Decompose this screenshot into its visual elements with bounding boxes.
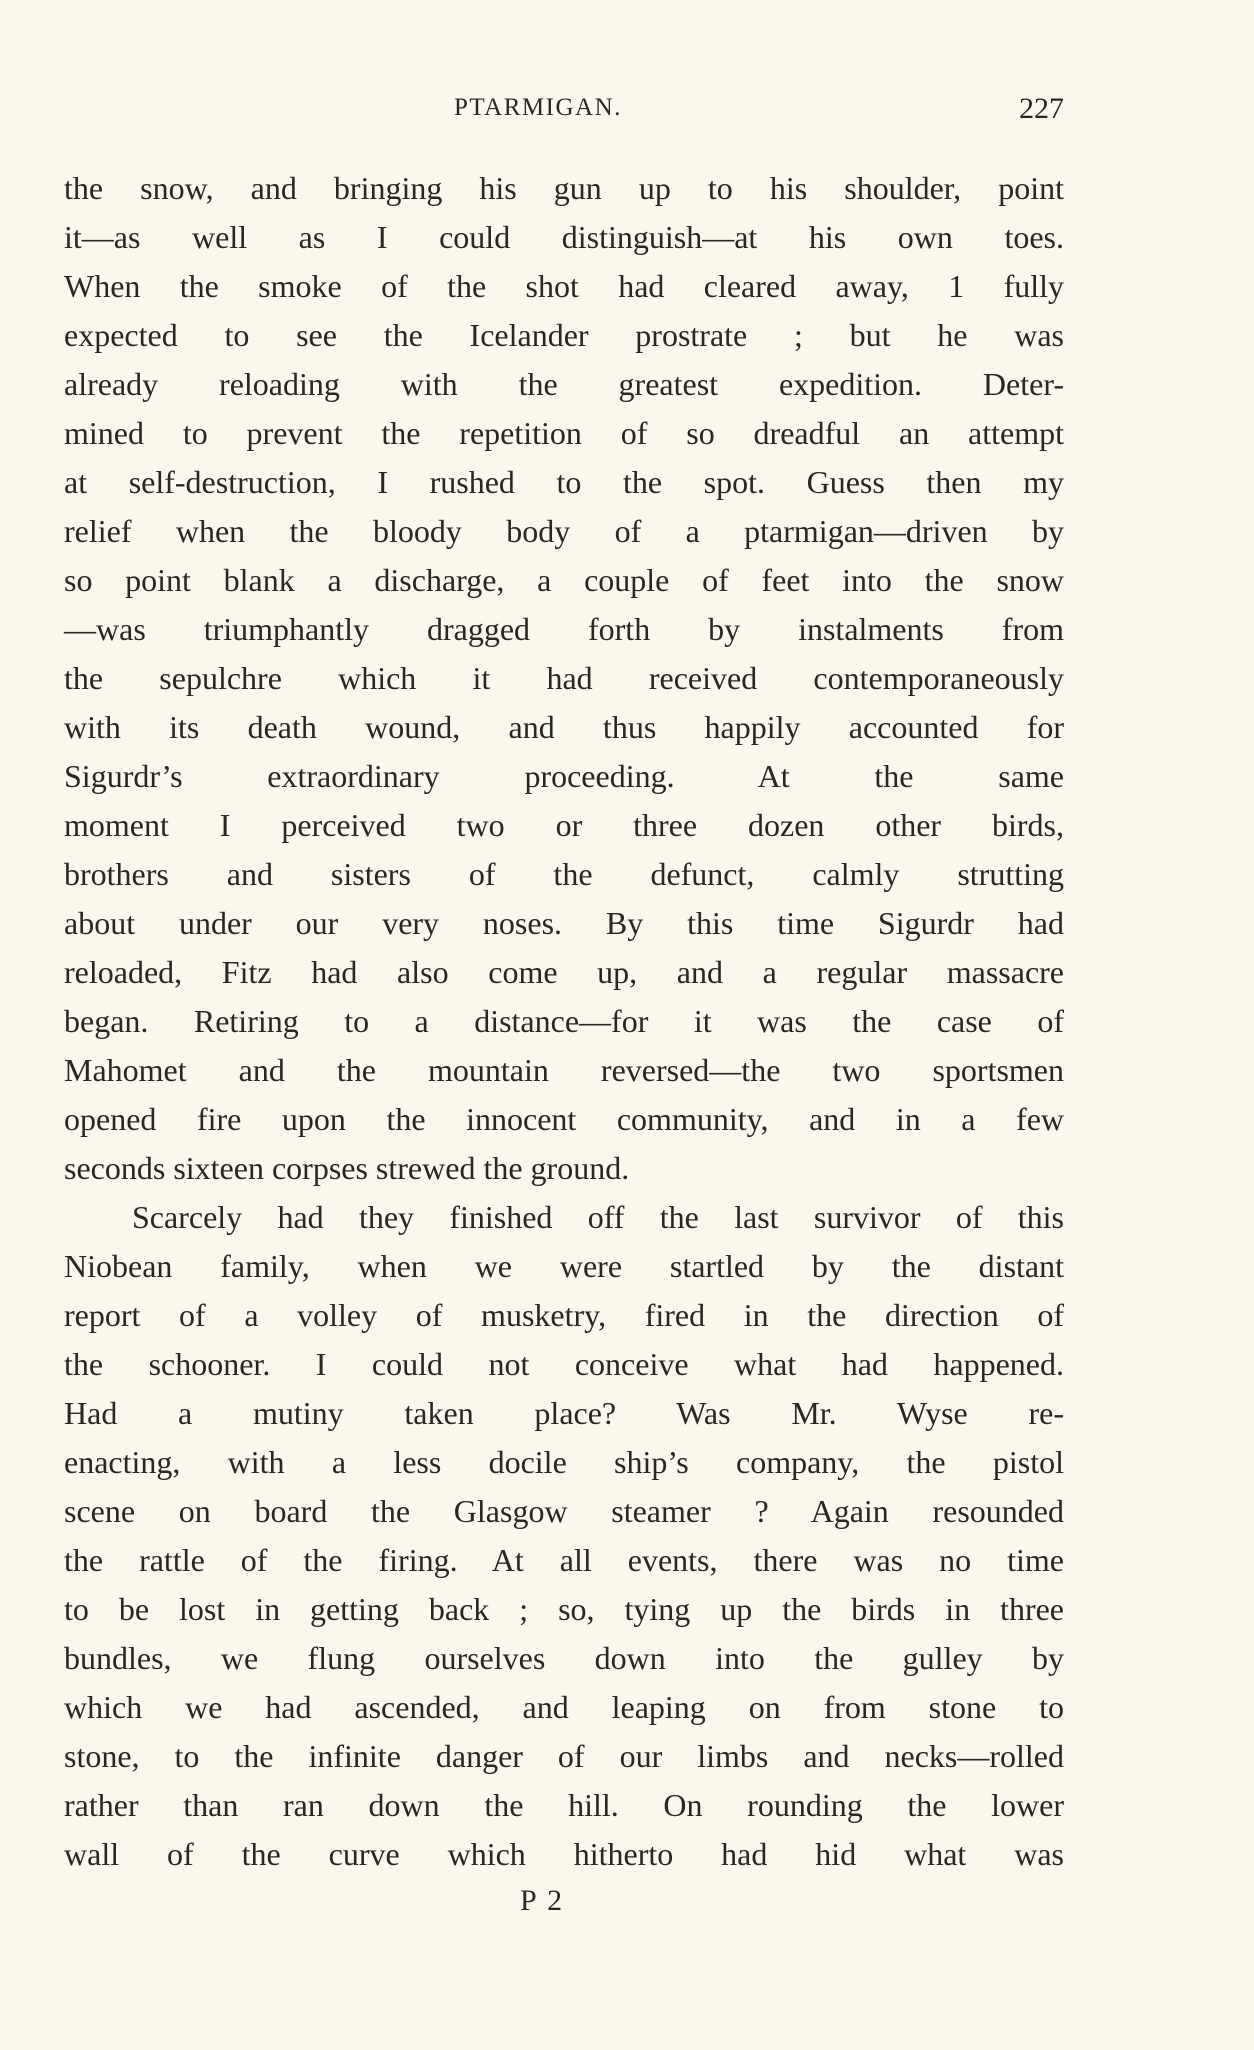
text-line: —was triumphantly dragged forth by instalments from xyxy=(64,611,1064,647)
text-line: at self-destruction, I rushed to the spot. Guess then my xyxy=(64,464,1064,500)
text-line: the sepulchre which it had received contemporaneously xyxy=(64,660,1064,696)
running-head xyxy=(64,92,1064,132)
text-line: the schooner. I could not conceive what had happened. xyxy=(64,1346,1064,1382)
text-line: mined to prevent the repetition of so dreadful an attempt xyxy=(64,415,1064,451)
text-line: began. Retiring to a distance—for it was the case of xyxy=(64,1003,1064,1039)
text-line: already reloading with the greatest expedition. Deter- xyxy=(64,366,1064,402)
text-line: about under our very noses. By this time Sigurdr had xyxy=(64,905,1064,941)
text-line: Had a mutiny taken place? Was Mr. Wyse re- xyxy=(64,1395,1064,1431)
text-line: the snow, and bringing his gun up to his shoulder, point xyxy=(64,170,1064,206)
text-line: to be lost in getting back ; so, tying up the birds in three xyxy=(64,1591,1064,1627)
text-line: relief when the bloody body of a ptarmigan—driven by xyxy=(64,513,1064,549)
text-line: scene on board the Glasgow steamer ? Again resounded xyxy=(64,1493,1064,1529)
body-text xyxy=(64,164,1064,1879)
text-line: so point blank a discharge, a couple of feet into the snow xyxy=(64,562,1064,598)
text-line: it—as well as I could distinguish—at his own toes. xyxy=(64,219,1064,255)
text-line: the rattle of the firing. At all events, there was no time xyxy=(64,1542,1064,1578)
text-line: bundles, we flung ourselves down into the gulley by xyxy=(64,1640,1064,1676)
text-line: opened fire upon the innocent community, and in a few xyxy=(64,1101,1064,1137)
text-line: which we had ascended, and leaping on from stone to xyxy=(64,1689,1064,1725)
text-line: moment I perceived two or three dozen other birds, xyxy=(64,807,1064,843)
text-line: enacting, with a less docile ship’s company, the pistol xyxy=(64,1444,1064,1480)
text-line: expected to see the Icelander prostrate ; but he was xyxy=(64,317,1064,353)
text-line: Mahomet and the mountain reversed—the two sportsmen xyxy=(64,1052,1064,1088)
running-title: PTARMIGAN. xyxy=(454,94,622,121)
text-line: When the smoke of the shot had cleared away, 1 fully xyxy=(64,268,1064,304)
text-line: rather than ran down the hill. On rounding the lower xyxy=(64,1787,1064,1823)
text-line: wall of the curve which hitherto had hid what was xyxy=(64,1836,1064,1872)
text-line: with its death wound, and thus happily accounted for xyxy=(64,709,1064,745)
text-line-paragraph-end: seconds sixteen corpses strewed the ground. xyxy=(64,1150,630,1186)
page-number: 227 xyxy=(1019,92,1064,125)
text-line: brothers and sisters of the defunct, calmly strutting xyxy=(64,856,1064,892)
text-line: report of a volley of musketry, fired in the direction of xyxy=(64,1297,1064,1333)
signature-mark: P 2 xyxy=(520,1884,565,1917)
text-line: stone, to the infinite danger of our limbs and necks—rolled xyxy=(64,1738,1064,1774)
text-line: Sigurdr’s extraordinary proceeding. At the same xyxy=(64,758,1064,794)
text-line: reloaded, Fitz had also come up, and a regular massacre xyxy=(64,954,1064,990)
text-line: Niobean family, when we were startled by the distant xyxy=(64,1248,1064,1284)
text-line-paragraph-start: Scarcely had they finished off the last survivor of this xyxy=(132,1199,1064,1235)
